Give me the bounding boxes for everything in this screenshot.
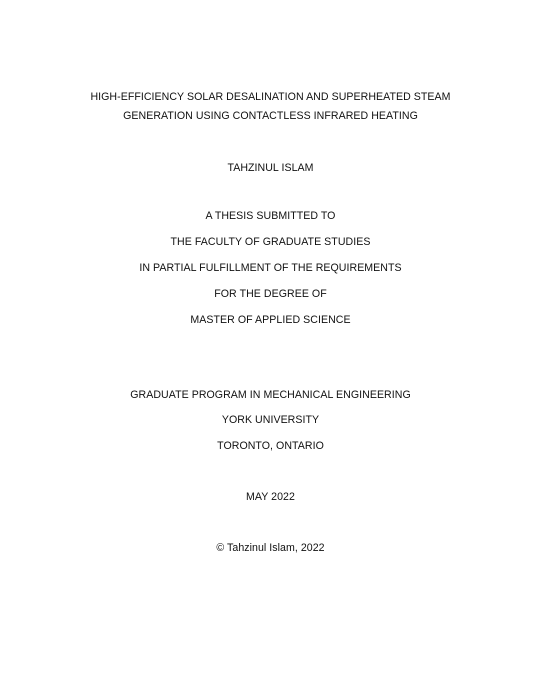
university-location: TORONTO, ONTARIO — [217, 440, 324, 452]
degree-label: FOR THE DEGREE OF — [214, 288, 327, 300]
graduate-program: GRADUATE PROGRAM IN MECHANICAL ENGINEERING — [130, 389, 411, 401]
thesis-title-line-2: GENERATION USING CONTACTLESS INFRARED HEATING — [123, 110, 418, 122]
thesis-title-line-1: HIGH-EFFICIENCY SOLAR DESALINATION AND SUPERHEATED STEAM — [90, 91, 451, 103]
submission-line-3: IN PARTIAL FULFILLMENT OF THE REQUIREMENTS — [139, 262, 402, 274]
copyright-notice: © Tahzinul Islam, 2022 — [216, 542, 325, 554]
author-name: TAHZINUL ISLAM — [227, 162, 314, 174]
university-name: YORK UNIVERSITY — [221, 414, 320, 426]
degree-name: MASTER OF APPLIED SCIENCE — [190, 314, 351, 326]
submission-line-2: THE FACULTY OF GRADUATE STUDIES — [170, 236, 371, 248]
submission-date: MAY 2022 — [246, 491, 295, 503]
submission-line-1: A THESIS SUBMITTED TO — [205, 210, 336, 222]
